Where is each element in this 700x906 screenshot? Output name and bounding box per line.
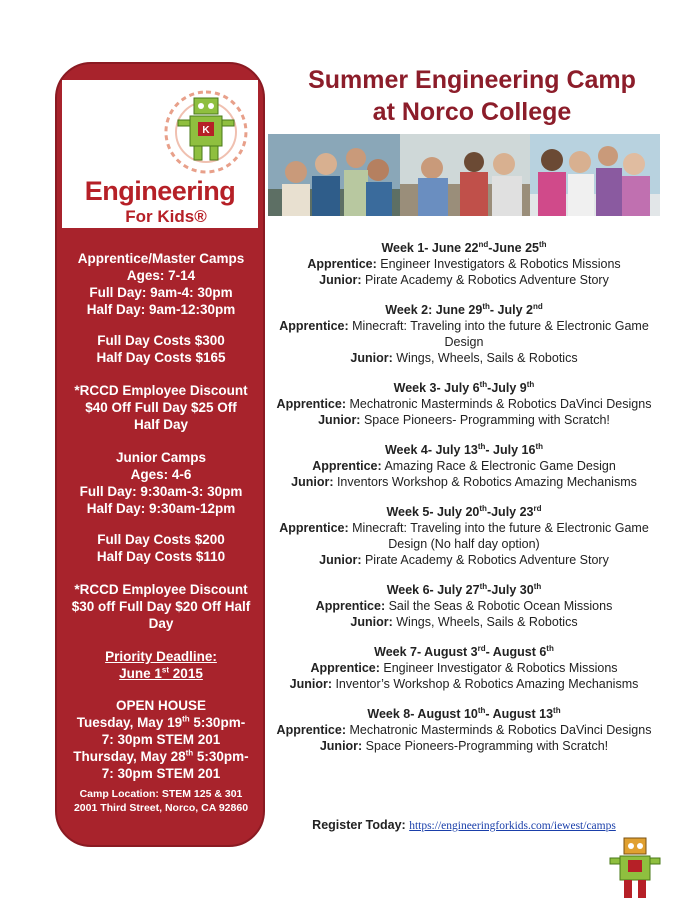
junior-topic: Junior: Inventors Workshop & Robotics Amazing Mechanisms [291, 475, 637, 489]
half-day-cost: Half Day Costs $110 [96, 549, 226, 564]
discount-line: $40 Off Full Day $25 Off [85, 400, 237, 415]
register-line [262, 818, 666, 832]
week-2 [262, 302, 666, 366]
apprentice-topic: Apprentice: Minecraft: Traveling into the future & Electronic Game Design (No half day option) [279, 521, 649, 551]
full-day-cost: Full Day Costs $300 [97, 333, 225, 348]
location-address: 2001 Third Street, Norco, CA 92860 [73, 802, 249, 814]
robot-logo-icon [158, 84, 254, 174]
kids-photo-1 [268, 134, 400, 216]
svg-text:K: K [202, 125, 210, 136]
junior-costs [58, 531, 264, 565]
week-8 [262, 706, 666, 754]
week-title: Week 8- August 10th- August 13th [367, 705, 561, 721]
weekly-schedule [262, 240, 666, 768]
discount-line: $30 off Full Day $20 Off Half [71, 599, 251, 614]
discount-line: Half Day [133, 417, 189, 432]
apprentice-heading: Apprentice/Master Camps [77, 251, 245, 266]
week-title: Week 4- July 13th- July 16th [384, 441, 544, 457]
deadline-date: June 1st 2015 [119, 665, 203, 681]
title-line-2: at Norco College [372, 98, 572, 126]
apprentice-topic: Apprentice: Amazing Race & Electronic Game Design [312, 459, 616, 473]
junior-half-day: Half Day: 9:30am-12pm [86, 501, 236, 516]
apprentice-topic: Apprentice: Engineer Investigators & Robotics Missions [307, 257, 621, 271]
robot-mascot-icon [608, 836, 664, 902]
logo-subtitle: For Kids® [125, 207, 207, 226]
junior-topic: Junior: Wings, Wheels, Sails & Robotics [350, 615, 578, 629]
page-title [272, 64, 672, 128]
week-7 [262, 644, 666, 692]
week-1 [262, 240, 666, 288]
register-link[interactable]: https://engineeringforkids.com/iewest/camps [409, 820, 616, 832]
employee-discount-junior [58, 581, 264, 632]
apprentice-topic: Apprentice: Engineer Investigator & Robotics Missions [310, 661, 618, 675]
apprentice-half-day: Half Day: 9am-12:30pm [86, 302, 236, 317]
week-title: Week 7- August 3rd- August 6th [374, 643, 554, 659]
open-house-date-1: Tuesday, May 19th 5:30pm- [76, 714, 246, 730]
apprentice-costs [58, 332, 264, 366]
discount-heading: *RCCD Employee Discount [74, 383, 248, 398]
week-5 [262, 504, 666, 568]
apprentice-ages: Ages: 7-14 [126, 268, 196, 283]
title-line-1: Summer Engineering Camp [308, 66, 636, 94]
junior-topic: Junior: Pirate Academy & Robotics Adventure Story [319, 553, 609, 567]
half-day-cost: Half Day Costs $165 [96, 350, 226, 365]
week-title: Week 5- July 20th-July 23rd [386, 503, 542, 519]
kids-photo-2 [400, 134, 530, 216]
apprentice-topic: Apprentice: Mechatronic Masterminds & Robotics DaVinci Designs [276, 397, 652, 411]
week-3 [262, 380, 666, 428]
open-house-time-1: 7: 30pm STEM 201 [101, 732, 221, 747]
junior-topic: Junior: Inventor’s Workshop & Robotics Amazing Mechanisms [289, 677, 639, 691]
discount-heading: *RCCD Employee Discount [74, 582, 248, 597]
camp-location [58, 787, 264, 815]
kids-photo-3 [530, 134, 660, 216]
priority-deadline [58, 648, 264, 682]
logo [62, 80, 258, 228]
full-day-cost: Full Day Costs $200 [97, 532, 225, 547]
junior-topic: Junior: Wings, Wheels, Sails & Robotics [350, 351, 578, 365]
open-house-heading: OPEN HOUSE [115, 698, 207, 713]
open-house-date-2: Thursday, May 28th 5:30pm- [73, 748, 249, 764]
week-title: Week 6- July 27th-July 30th [386, 581, 542, 597]
junior-full-day: Full Day: 9:30am-3: 30pm [79, 484, 243, 499]
apprentice-camps-info [58, 250, 264, 318]
week-title: Week 3- July 6th-July 9th [393, 379, 535, 395]
junior-camps-info [58, 449, 264, 517]
junior-topic: Junior: Space Pioneers- Programming with Scratch! [318, 413, 610, 427]
open-house-time-2: 7: 30pm STEM 201 [101, 766, 221, 781]
junior-topic: Junior: Space Pioneers-Programming with Scratch! [319, 739, 609, 753]
logo-wordmark: Engineering [84, 176, 236, 206]
week-6 [262, 582, 666, 630]
apprentice-topic: Apprentice: Sail the Seas & Robotic Ocean Missions [315, 599, 613, 613]
week-title: Week 1- June 22nd-June 25th [381, 239, 547, 255]
location-rooms: Camp Location: STEM 125 & 301 [79, 788, 243, 800]
open-house-info [58, 697, 264, 782]
apprentice-topic: Apprentice: Mechatronic Masterminds & Robotics DaVinci Designs [276, 723, 652, 737]
discount-line: Day [148, 616, 174, 631]
apprentice-topic: Apprentice: Minecraft: Traveling into the future & Electronic Game Design [279, 319, 649, 349]
week-4 [262, 442, 666, 490]
junior-ages: Ages: 4-6 [130, 467, 192, 482]
junior-heading: Junior Camps [115, 450, 207, 465]
junior-topic: Junior: Pirate Academy & Robotics Adventure Story [319, 273, 609, 287]
register-label: Register Today: [312, 818, 410, 832]
week-title: Week 2: June 29th- July 2nd [385, 301, 543, 317]
apprentice-full-day: Full Day: 9am-4: 30pm [89, 285, 233, 300]
photo-strip [268, 134, 660, 216]
deadline-label: Priority Deadline: [105, 649, 217, 664]
employee-discount-apprentice [58, 382, 264, 433]
